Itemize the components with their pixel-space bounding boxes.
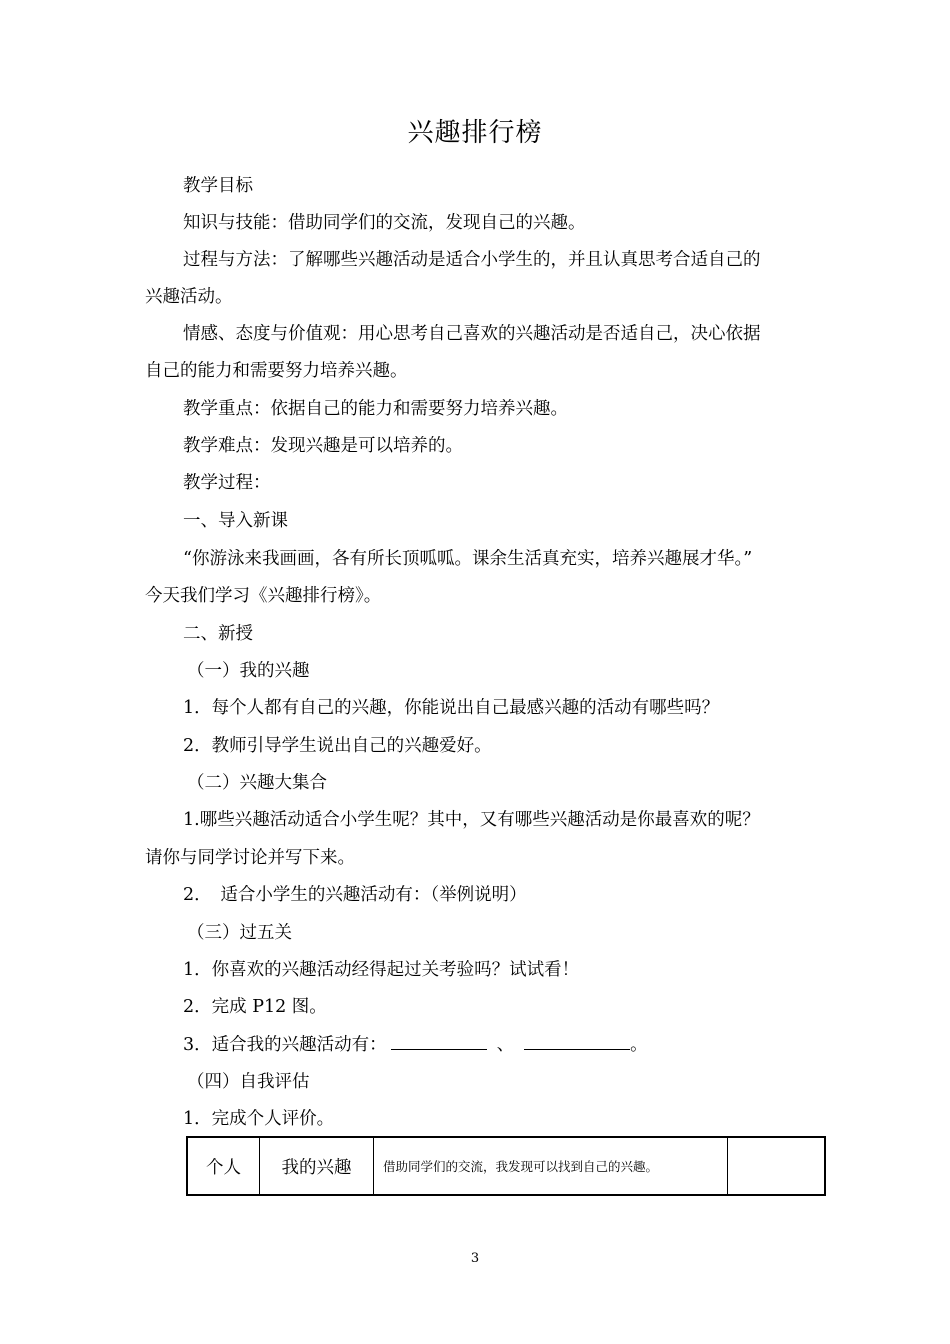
section-heading-objectives: 教学目标 [183, 176, 253, 196]
subheading-self-assessment: （四）自我评估 [187, 1072, 310, 1092]
list-item-6: 2．完成 P12 图。 [183, 997, 327, 1017]
blank-field-1[interactable] [391, 1035, 487, 1050]
list-item-4: 2． 适合小学生的兴趣活动有：（举例说明） [183, 885, 527, 905]
paragraph-process-method: 过程与方法：了解哪些兴趣活动是适合小学生的，并且认真思考合适自己的 [183, 250, 761, 270]
evaluation-table [186, 1136, 826, 1196]
fill-in-line [183, 1031, 648, 1056]
list-item-1: 1．每个人都有自己的兴趣，你能说出自己最感兴趣的活动有哪些吗？ [183, 698, 720, 718]
subheading-my-interest: （一）我的兴趣 [187, 661, 310, 681]
section-heading-process: 教学过程： [183, 473, 271, 493]
list-item-7: 1．完成个人评价。 [183, 1109, 335, 1129]
heading-intro: 一、导入新课 [183, 511, 288, 531]
subheading-five-passes: （三）过五关 [187, 923, 292, 943]
fill-in-prefix: 3．适合我的兴趣活动有： [183, 1035, 387, 1055]
list-item-5: 1．你喜欢的兴趣活动经得起过关考验吗？试试看！ [183, 960, 580, 980]
subheading-interest-gathering: （二）兴趣大集合 [187, 773, 327, 793]
paragraph-emotion-values: 情感、态度与价值观：用心思考自己喜欢的兴趣活动是否适自己，决心依据 [183, 324, 761, 344]
paragraph-knowledge-skills: 知识与技能：借助同学们的交流，发现自己的兴趣。 [183, 213, 586, 233]
paragraph-process-method-cont: 兴趣活动。 [145, 287, 233, 307]
paragraph-key-point: 教学重点：依据自己的能力和需要努力培养兴趣。 [183, 399, 568, 419]
list-item-3-cont: 请你与同学讨论并写下来。 [145, 848, 355, 868]
list-item-3: 1.哪些兴趣活动适合小学生呢？其中，又有哪些兴趣活动是你最喜欢的呢？ [183, 810, 760, 830]
table-row [187, 1137, 825, 1195]
table-cell-my-interest: 我的兴趣 [260, 1137, 374, 1195]
document-title: 兴趣排行榜 [407, 118, 543, 148]
paragraph-difficult-point: 教学难点：发现兴趣是可以培养的。 [183, 436, 463, 456]
blank-field-2[interactable] [524, 1035, 630, 1050]
table-cell-empty[interactable] [728, 1137, 826, 1195]
paragraph-emotion-values-cont: 自己的能力和需要努力培养兴趣。 [145, 361, 408, 381]
list-item-2: 2．教师引导学生说出自己的兴趣爱好。 [183, 736, 492, 756]
paragraph-quote: “你游泳来我画画，各有所长顶呱呱。课余生活真充实，培养兴趣展才华。” [183, 549, 753, 569]
paragraph-quote-cont: 今天我们学习《兴趣排行榜》。 [145, 586, 382, 606]
table-cell-description: 借助同学们的交流，我发现可以找到自己的兴趣。 [374, 1137, 728, 1195]
fill-in-separator: 、 [496, 1035, 515, 1055]
table-cell-person: 个人 [187, 1137, 260, 1195]
heading-new-lesson: 二、新授 [183, 624, 253, 644]
page-number: 3 [470, 1251, 480, 1266]
fill-in-suffix: 。 [630, 1035, 648, 1055]
